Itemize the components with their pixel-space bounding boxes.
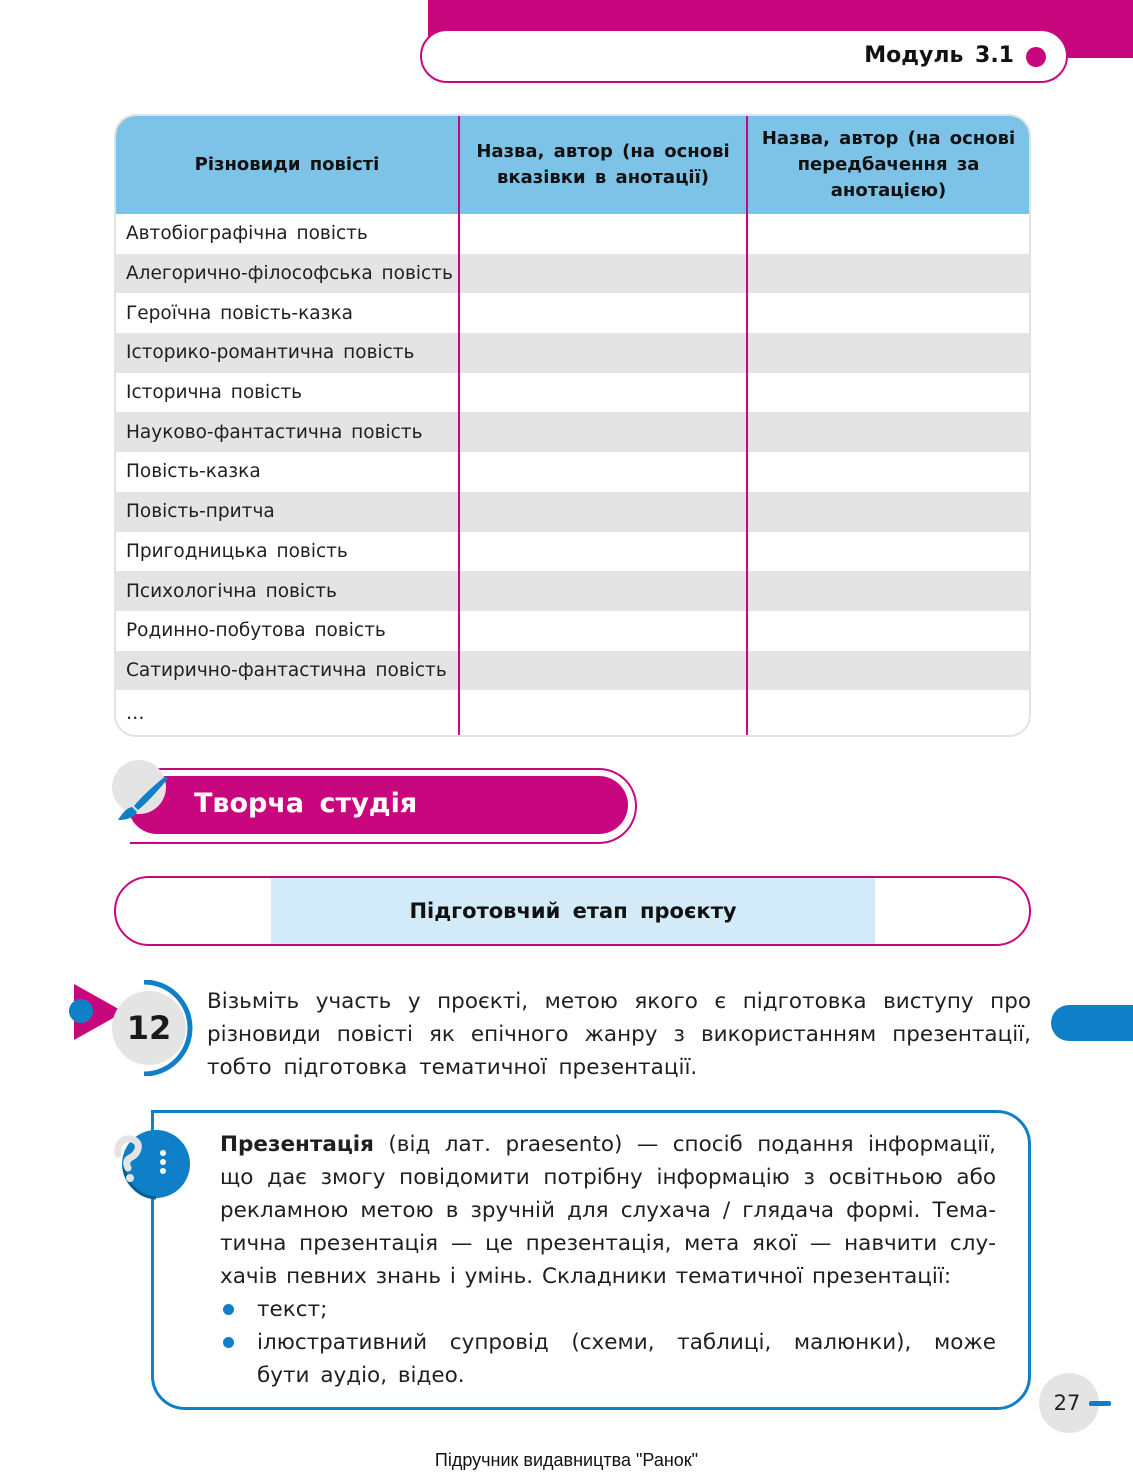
genre-table (114, 114, 1031, 737)
prep-stage-banner (114, 876, 1031, 946)
genre-cell: Повість-казка (116, 452, 459, 492)
annotation-cell (459, 492, 747, 532)
dot-icon (1026, 47, 1046, 67)
genre-cell: Науково-фантастична повість (116, 412, 459, 452)
annotation-cell (459, 333, 747, 373)
prep-stage-label: Підготовчий етап проєкту (409, 899, 737, 923)
prediction-cell (747, 412, 1029, 452)
table-row (116, 651, 1029, 691)
table-row (116, 532, 1029, 572)
studio-banner (128, 776, 628, 834)
side-tab (1051, 1005, 1133, 1041)
genre-cell: Героїчна повість-казка (116, 293, 459, 333)
task-text: Візьміть участь у проєкті, метою якого є підготовка виступу про різновиди повісті як епічного жанру з використанням презентації, тобто підготовка тематичної презентації. (207, 989, 1031, 1080)
prediction-cell (747, 651, 1029, 691)
prediction-cell (747, 532, 1029, 572)
annotation-cell (459, 452, 747, 492)
module-badge (420, 29, 1068, 83)
table-header-annotation: Назва, автор (на основі вказівки в анотації) (459, 116, 747, 214)
definition-text (220, 1128, 996, 1293)
table-row (116, 412, 1029, 452)
annotation-cell (459, 690, 747, 736)
task-number: 12 (126, 1009, 172, 1047)
prediction-cell (747, 690, 1029, 736)
publisher-credit: Підручник видавництва "Ранок" (434, 1450, 699, 1470)
prediction-cell (747, 214, 1029, 254)
annotation-cell (459, 651, 747, 691)
genre-cell: … (116, 690, 459, 736)
annotation-cell (459, 412, 747, 452)
genre-cell: Історико-романтична повість (116, 333, 459, 373)
genre-cell: Родинно-побутова повість (116, 611, 459, 651)
table-row (116, 293, 1029, 333)
table-row (116, 452, 1029, 492)
genre-cell: Автобіографічна повість (116, 214, 459, 254)
genre-cell: Психологічна повість (116, 571, 459, 611)
genre-cell: Повість-притча (116, 492, 459, 532)
prediction-cell (747, 293, 1029, 333)
annotation-cell (459, 571, 747, 611)
annotation-cell (459, 532, 747, 572)
annotation-cell (459, 611, 747, 651)
question-mark-icon (112, 1124, 196, 1202)
page-number-dash (1089, 1401, 1111, 1406)
list-item-text: текст; (257, 1297, 328, 1322)
annotation-cell (459, 293, 747, 333)
table-body (116, 214, 1029, 736)
table-header-genre: Різновиди повісті (116, 116, 459, 214)
table-row (116, 214, 1029, 254)
definition-term: Презентація (220, 1132, 374, 1157)
annotation-cell (459, 214, 747, 254)
page-number: 27 (1053, 1391, 1081, 1415)
table-row (116, 333, 1029, 373)
table-row (116, 571, 1029, 611)
prediction-cell (747, 611, 1029, 651)
annotation-cell (459, 373, 747, 413)
definition-list (220, 1293, 996, 1392)
definition-body: (від лат. praesento) — спосіб подання інформації, що дає змогу повідомити потрібну інформацію з освітньою або рекламною метою в зручній для слухача / глядача формі. Тематична презентація — це презентація, мета якої — навчити слухачів певних знань і умінь. Складники тематичної презентації: (220, 1132, 996, 1289)
list-item-text: ілюстративний супровід (схеми, таблиці, малюнки), може бути аудіо, відео. (257, 1330, 996, 1388)
paintbrush-icon (116, 774, 172, 822)
genre-cell: Пригодницька повість (116, 532, 459, 572)
module-label: Модуль 3.1 (864, 43, 1014, 68)
table-row (116, 690, 1029, 736)
studio-title: Творча студія (194, 788, 418, 819)
prediction-cell (747, 333, 1029, 373)
table-row (116, 373, 1029, 413)
list-item (220, 1326, 996, 1392)
genre-cell: Сатирично-фантастична повість (116, 651, 459, 691)
prediction-cell (747, 492, 1029, 532)
prediction-cell (747, 571, 1029, 611)
table-header-prediction: Назва, автор (на основі передбачення за анотацією) (747, 116, 1029, 214)
table-row (116, 254, 1029, 294)
genre-cell: Історична повість (116, 373, 459, 413)
genre-cell: Алегорично-філософська повість (116, 254, 459, 294)
table-row (116, 492, 1029, 532)
table-header-row (116, 116, 1029, 214)
prediction-cell (747, 254, 1029, 294)
table-row (116, 611, 1029, 651)
list-item (220, 1293, 996, 1326)
prediction-cell (747, 373, 1029, 413)
annotation-cell (459, 254, 747, 294)
bullet-icon (223, 1337, 234, 1348)
bullet-icon (223, 1304, 234, 1315)
prediction-cell (747, 452, 1029, 492)
